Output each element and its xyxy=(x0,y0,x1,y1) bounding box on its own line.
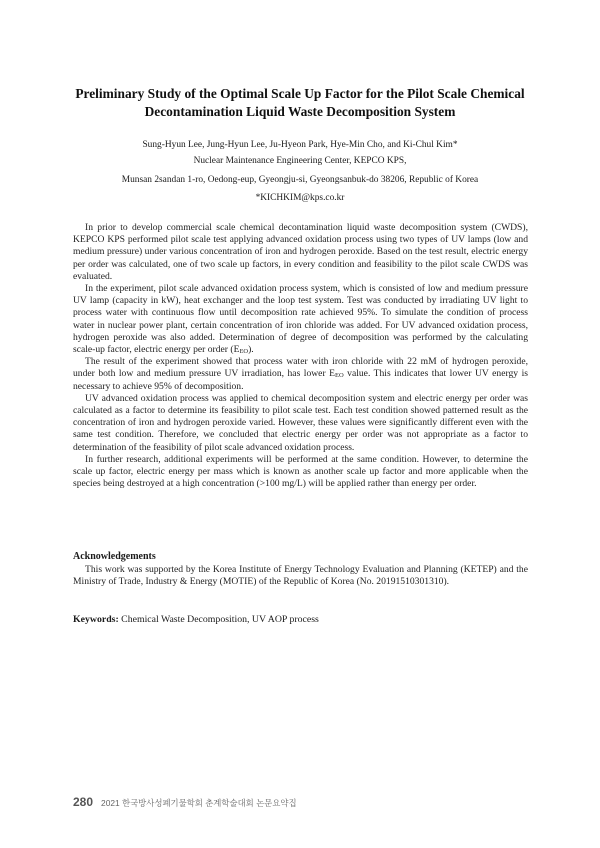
acknowledgements-heading: Acknowledgements xyxy=(73,551,156,562)
keywords-text: Chemical Waste Decomposition, UV AOP process xyxy=(118,614,319,625)
title-line-1: Preliminary Study of the Optimal Scale Up Factor for the Pilot Scale Chemical xyxy=(75,86,525,101)
title-line-2: Decontamination Liquid Waste Decomposition System xyxy=(144,104,456,119)
paragraph-2: In the experiment, pilot scale advanced oxidation process system, which is consisted of low and medium pressure UV lamp (capacity in kW), heat exchanger and the loop test system. Test was conducted by irradiating UV light to process water with continuous flow until decomposition rate achieved 95%. To simulate the condition of process water in nuclear power plant, certain concentration of iron chloride was added. For UV advanced oxidation process, hydrogen peroxide was also added. Determination of degree of decomposition was performed by the calculating scale-up factor, electric energy per order $(E_{EO})$. xyxy=(73,283,528,356)
page-number: 280 xyxy=(73,795,94,809)
paragraph-4: UV advanced oxidation process was applied to chemical decomposition system and electric energy per order was calculated as a factor to determine its feasibility to pilot scale test. Each test condition showed patterned result as the concentration of iron and hydrogen peroxide varied. However, these values were significantly different even with the same test condition. Therefore, we concluded that electric energy per order was not appropriate as a factor to determination of the feasibility of pilot scale advanced oxidation process. xyxy=(73,392,528,453)
page-footer xyxy=(73,793,297,811)
author-list: Sung-Hyun Lee, Jung-Hyun Lee, Ju-Hyeon Park, Hye-Min Cho, and Ki-Chul Kim* xyxy=(142,140,458,150)
affiliation: Nuclear Maintenance Engineering Center, KEPCO KPS, xyxy=(193,156,407,166)
keywords-label: Keywords: xyxy=(73,614,119,625)
conference-name: 2021 한국방사성폐기물학회 춘계학술대회 논문요약집 xyxy=(101,798,297,808)
abstract-body xyxy=(73,222,528,490)
address: Munsan 2sandan 1-ro, Oedong-eup, Gyeongju-si, Gyeongsanbuk-do 38206, Republic of Korea xyxy=(121,175,479,185)
corresponding-email: *KICHKIM@kps.co.kr xyxy=(255,193,345,203)
paragraph-5: In further research, additional experiments will be performed at the same condition. However, to determine the scale up factor, electric energy per mass which is known as another scale up factor and more applicable when the species being destroyed at a high concentration (>100 mg/L) will be applied rather than energy per order. xyxy=(73,453,528,490)
acknowledgements-text: This work was supported by the Korea Institute of Energy Technology Evaluation and Planning (KETEP) and the Ministry of Trade, Industry & Energy (MOTIE) of the Republic of Korea (No. 20191510301310). xyxy=(73,564,528,588)
paragraph-3: The result of the experiment showed that process water with iron chloride with 22 mM of hydrogen peroxide, under both low and medium pressure UV irradiation, has lower $E_{EO}$ value. This indicates that lower UV energy is necessary to achieve 95% of decomposition. xyxy=(73,356,528,392)
keywords-line xyxy=(73,614,319,626)
paper-title xyxy=(70,85,530,121)
paragraph-1: In prior to develop commercial scale chemical decontamination liquid waste decomposition system (CWDS), KEPCO KPS performed pilot scale test applying advanced oxidation process using two types of UV lamps (low and medium pressure) under various concentration of iron and hydrogen peroxide. Based on the test result, electric energy per order was calculated, one of two scale up factors, in every condition and feasibility to the pilot scale CWDS was evaluated. xyxy=(73,222,528,282)
acknowledgements-section xyxy=(73,564,528,588)
